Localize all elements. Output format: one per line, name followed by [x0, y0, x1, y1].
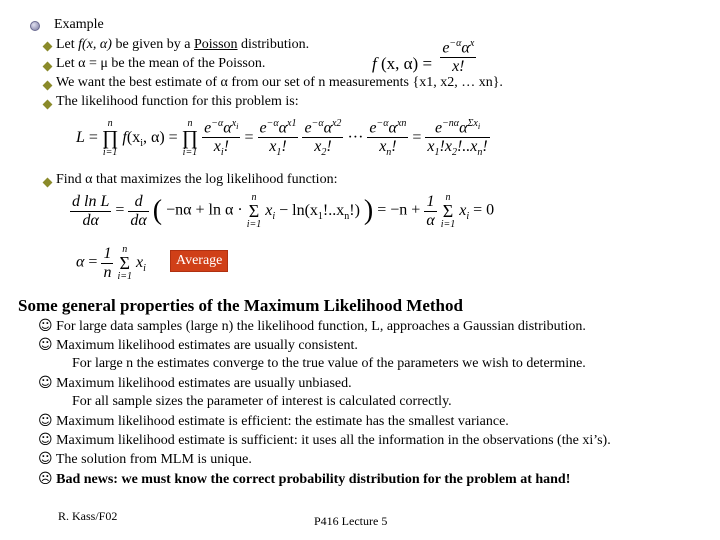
smile-icon: ☺: [38, 432, 53, 448]
diamond-bullet-icon: [43, 62, 53, 72]
example-item-1: Let f(x, α) be given by a Poisson distribution.: [56, 37, 310, 52]
property-line: ☺ The solution from MLM is unique.: [38, 451, 252, 467]
diamond-bullet-icon: [43, 100, 53, 110]
example-item-4: The likelihood function for this problem is:: [56, 94, 299, 109]
smile-icon: ☺: [38, 413, 53, 429]
footer-lecture: P416 Lecture 5: [314, 514, 388, 528]
smile-icon: ☺: [38, 318, 53, 334]
property-line: ☺ Maximum likelihood estimates are usually consistent.: [38, 337, 358, 353]
average-label: Average: [170, 250, 228, 272]
diamond-bullet-icon: [43, 42, 53, 52]
section-heading: Some general properties of the Maximum Likelihood Method: [18, 296, 463, 315]
bad-news-line: ☹ Bad news: we must know the correct probability distribution for the problem at hand!: [38, 471, 571, 487]
diamond-bullet-icon: [43, 178, 53, 188]
property-line: ☺ For large data samples (large n) the likelihood function, L, approaches a Gaussian distribution.: [38, 318, 586, 334]
property-line-detail: For all sample sizes the parameter of interest is calculated correctly.: [72, 394, 452, 409]
find-text: Find α that maximizes the log likelihood function:: [56, 172, 338, 187]
property-line: ☺ Maximum likelihood estimate is efficient: the estimate has the smallest variance.: [38, 413, 509, 429]
example-item-2: Let α = μ be the mean of the Poisson.: [56, 56, 266, 71]
frown-icon: ☹: [38, 471, 53, 487]
property-line: ☺ Maximum likelihood estimate is sufficient: it uses all the information in the observations (the xi’s).: [38, 432, 611, 448]
smile-icon: ☺: [38, 375, 53, 391]
loglik-equation: $\frac{\text{d ln L}}{d\alpha}$ = $\frac{d}{d\alpha}$ ( −nα + ln α · n Σ i=1 $x_i - \ln(x_1!..x_n!)$ ) = −n + $\frac{1}{\alpha}$ n Σ i=1 $x_i = 0$: [72, 192, 495, 230]
smile-icon: ☺: [38, 337, 53, 353]
diamond-bullet-icon: [43, 81, 53, 91]
solution-equation: α = $\frac{1}{n}$ n Σ i=1 $x_i$: [76, 244, 146, 282]
property-line: ☺ Maximum likelihood estimates are usually unbiased.: [38, 375, 352, 391]
likelihood-equation: L = n ∏ i=1 $f(x_i$, α) = n ∏ i=1 $\frac{e^{-\alpha}\alpha^{x_i}}{x_i!}$ = $\frac{e^{-\alpha}\alpha^{x1}}{x_1!}$ $\frac{e^{-\alpha}\alpha^{x2}}{x_2!}$ ··· $\frac{e^{-\alpha}\alpha^{xn}}{x_n!}$ = $\frac{e^{-n\alpha}\alpha^{\Sigma x_i}}{x_1!x_2!..x_n!}$: [76, 118, 488, 159]
example-item-3: We want the best estimate of α from our set of n measurements {x1, x2, … xn}.: [56, 75, 503, 90]
smile-icon: ☺: [38, 451, 53, 467]
example-title: Example: [54, 17, 104, 32]
footer-author: R. Kass/F02: [58, 509, 118, 523]
poisson-equation: f (x, α) = $\frac{e^{-\alpha}\alpha^x}{x!}$: [372, 38, 475, 76]
property-line-detail: For large n the estimates converge to the true value of the parameters we wish to determine.: [72, 356, 586, 371]
round-bullet-icon: [30, 21, 40, 31]
